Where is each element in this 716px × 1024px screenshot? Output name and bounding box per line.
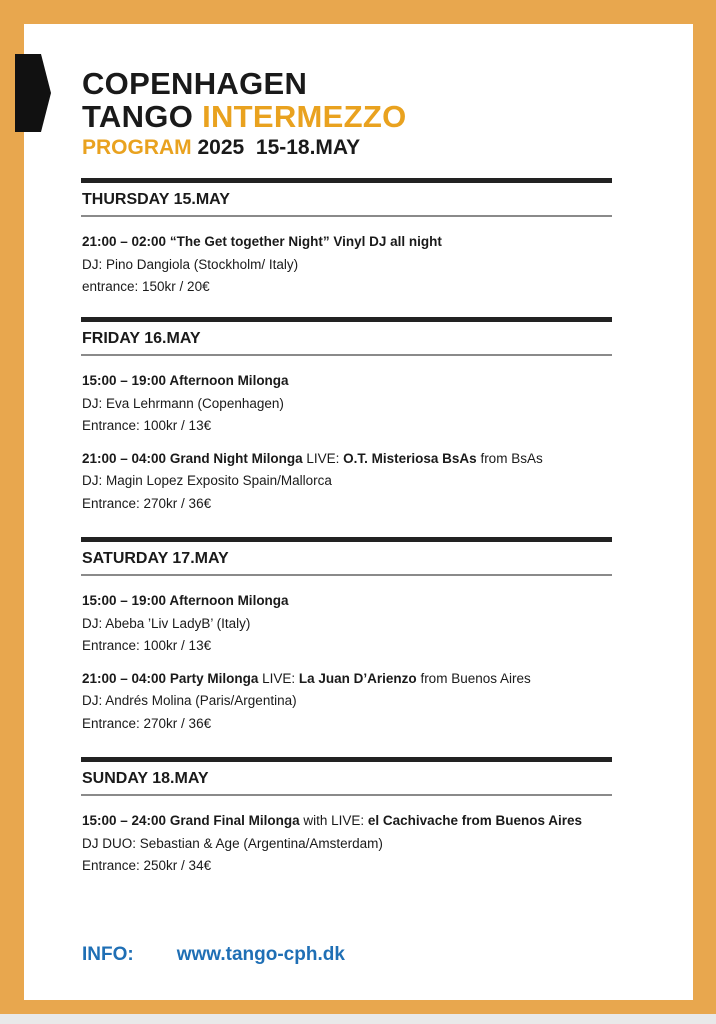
event-item: 21:00 – 02:00 “The Get together Night” Vinyl DJ all night DJ: Pino Dangiola (Stockholm/ Italy) entrance: 150kr / 20€	[82, 231, 612, 299]
day-section-friday	[81, 317, 612, 525]
event-item: 15:00 – 19:00 Afternoon Milonga DJ: Eva Lehrmann (Copenhagen) Entrance: 100kr / 13€	[82, 370, 612, 438]
event-entrance: Entrance: 100kr / 13€	[82, 638, 212, 653]
event-entrance: Entrance: 250kr / 34€	[82, 858, 212, 873]
page-title	[82, 67, 407, 133]
event-entrance: Entrance: 270kr / 36€	[82, 495, 212, 511]
event-dj: DJ DUO: Sebastian & Age (Argentina/Amsterdam)	[82, 835, 383, 851]
event-entrance: Entrance: 100kr / 13€	[82, 418, 212, 433]
info-label: INFO:	[82, 944, 134, 965]
event-dj: DJ: Magin Lopez Exposito Spain/Mallorca	[82, 473, 332, 488]
day-heading: FRIDAY 16.MAY	[82, 330, 201, 347]
event-item: 21:00 – 04:00 Grand Night Milonga LIVE: O.T. Misteriosa BsAs from BsAs DJ: Magin Lopez Exposito Spain/Mallorca Entrance: 270kr / 36€	[82, 448, 612, 516]
day-section-thursday	[81, 178, 612, 309]
event-item: 21:00 – 04:00 Party Milonga LIVE: La Juan D’Arienzo from Buenos Aires DJ: Andrés Molina (Paris/Argentina) Entrance: 270kr / 36€	[82, 668, 612, 736]
event-dj: DJ: Pino Dangiola (Stockholm/ Italy)	[82, 256, 299, 272]
event-item: 15:00 – 19:00 Afternoon Milonga DJ: Abeba ’Liv LadyB’ (Italy) Entrance: 100kr / 13€	[82, 590, 612, 658]
program-subtitle: PROGRAM 2025 15-18.MAY	[82, 136, 361, 159]
day-section-sunday	[81, 757, 612, 888]
info-footer	[82, 944, 345, 966]
event-dj: DJ: Eva Lehrmann (Copenhagen)	[82, 395, 284, 411]
info-link[interactable]: www.tango-cph.dk	[176, 944, 345, 965]
event-entrance: Entrance: 270kr / 36€	[82, 715, 212, 731]
title-accent: INTERMEZZO	[202, 99, 407, 134]
event-dj: DJ: Abeba ’Liv LadyB’ (Italy)	[82, 615, 251, 631]
event-entrance: entrance: 150kr / 20€	[82, 279, 210, 294]
day-heading: THURSDAY 15.MAY	[82, 191, 230, 208]
title-line1: COPENHAGEN	[82, 66, 308, 101]
flag-logo-icon	[15, 54, 51, 132]
day-heading: SATURDAY 17.MAY	[82, 550, 229, 567]
title-line2: TANGO INTERMEZZO	[82, 99, 407, 134]
day-section-saturday	[81, 537, 612, 745]
day-heading: SUNDAY 18.MAY	[82, 770, 209, 787]
event-item: 15:00 – 24:00 Grand Final Milonga with LIVE: el Cachivache from Buenos Aires DJ DUO: Sebastian & Age (Argentina/Amsterdam) Entrance: 250kr / 34€	[82, 810, 612, 878]
event-dj: DJ: Andrés Molina (Paris/Argentina)	[82, 693, 297, 708]
